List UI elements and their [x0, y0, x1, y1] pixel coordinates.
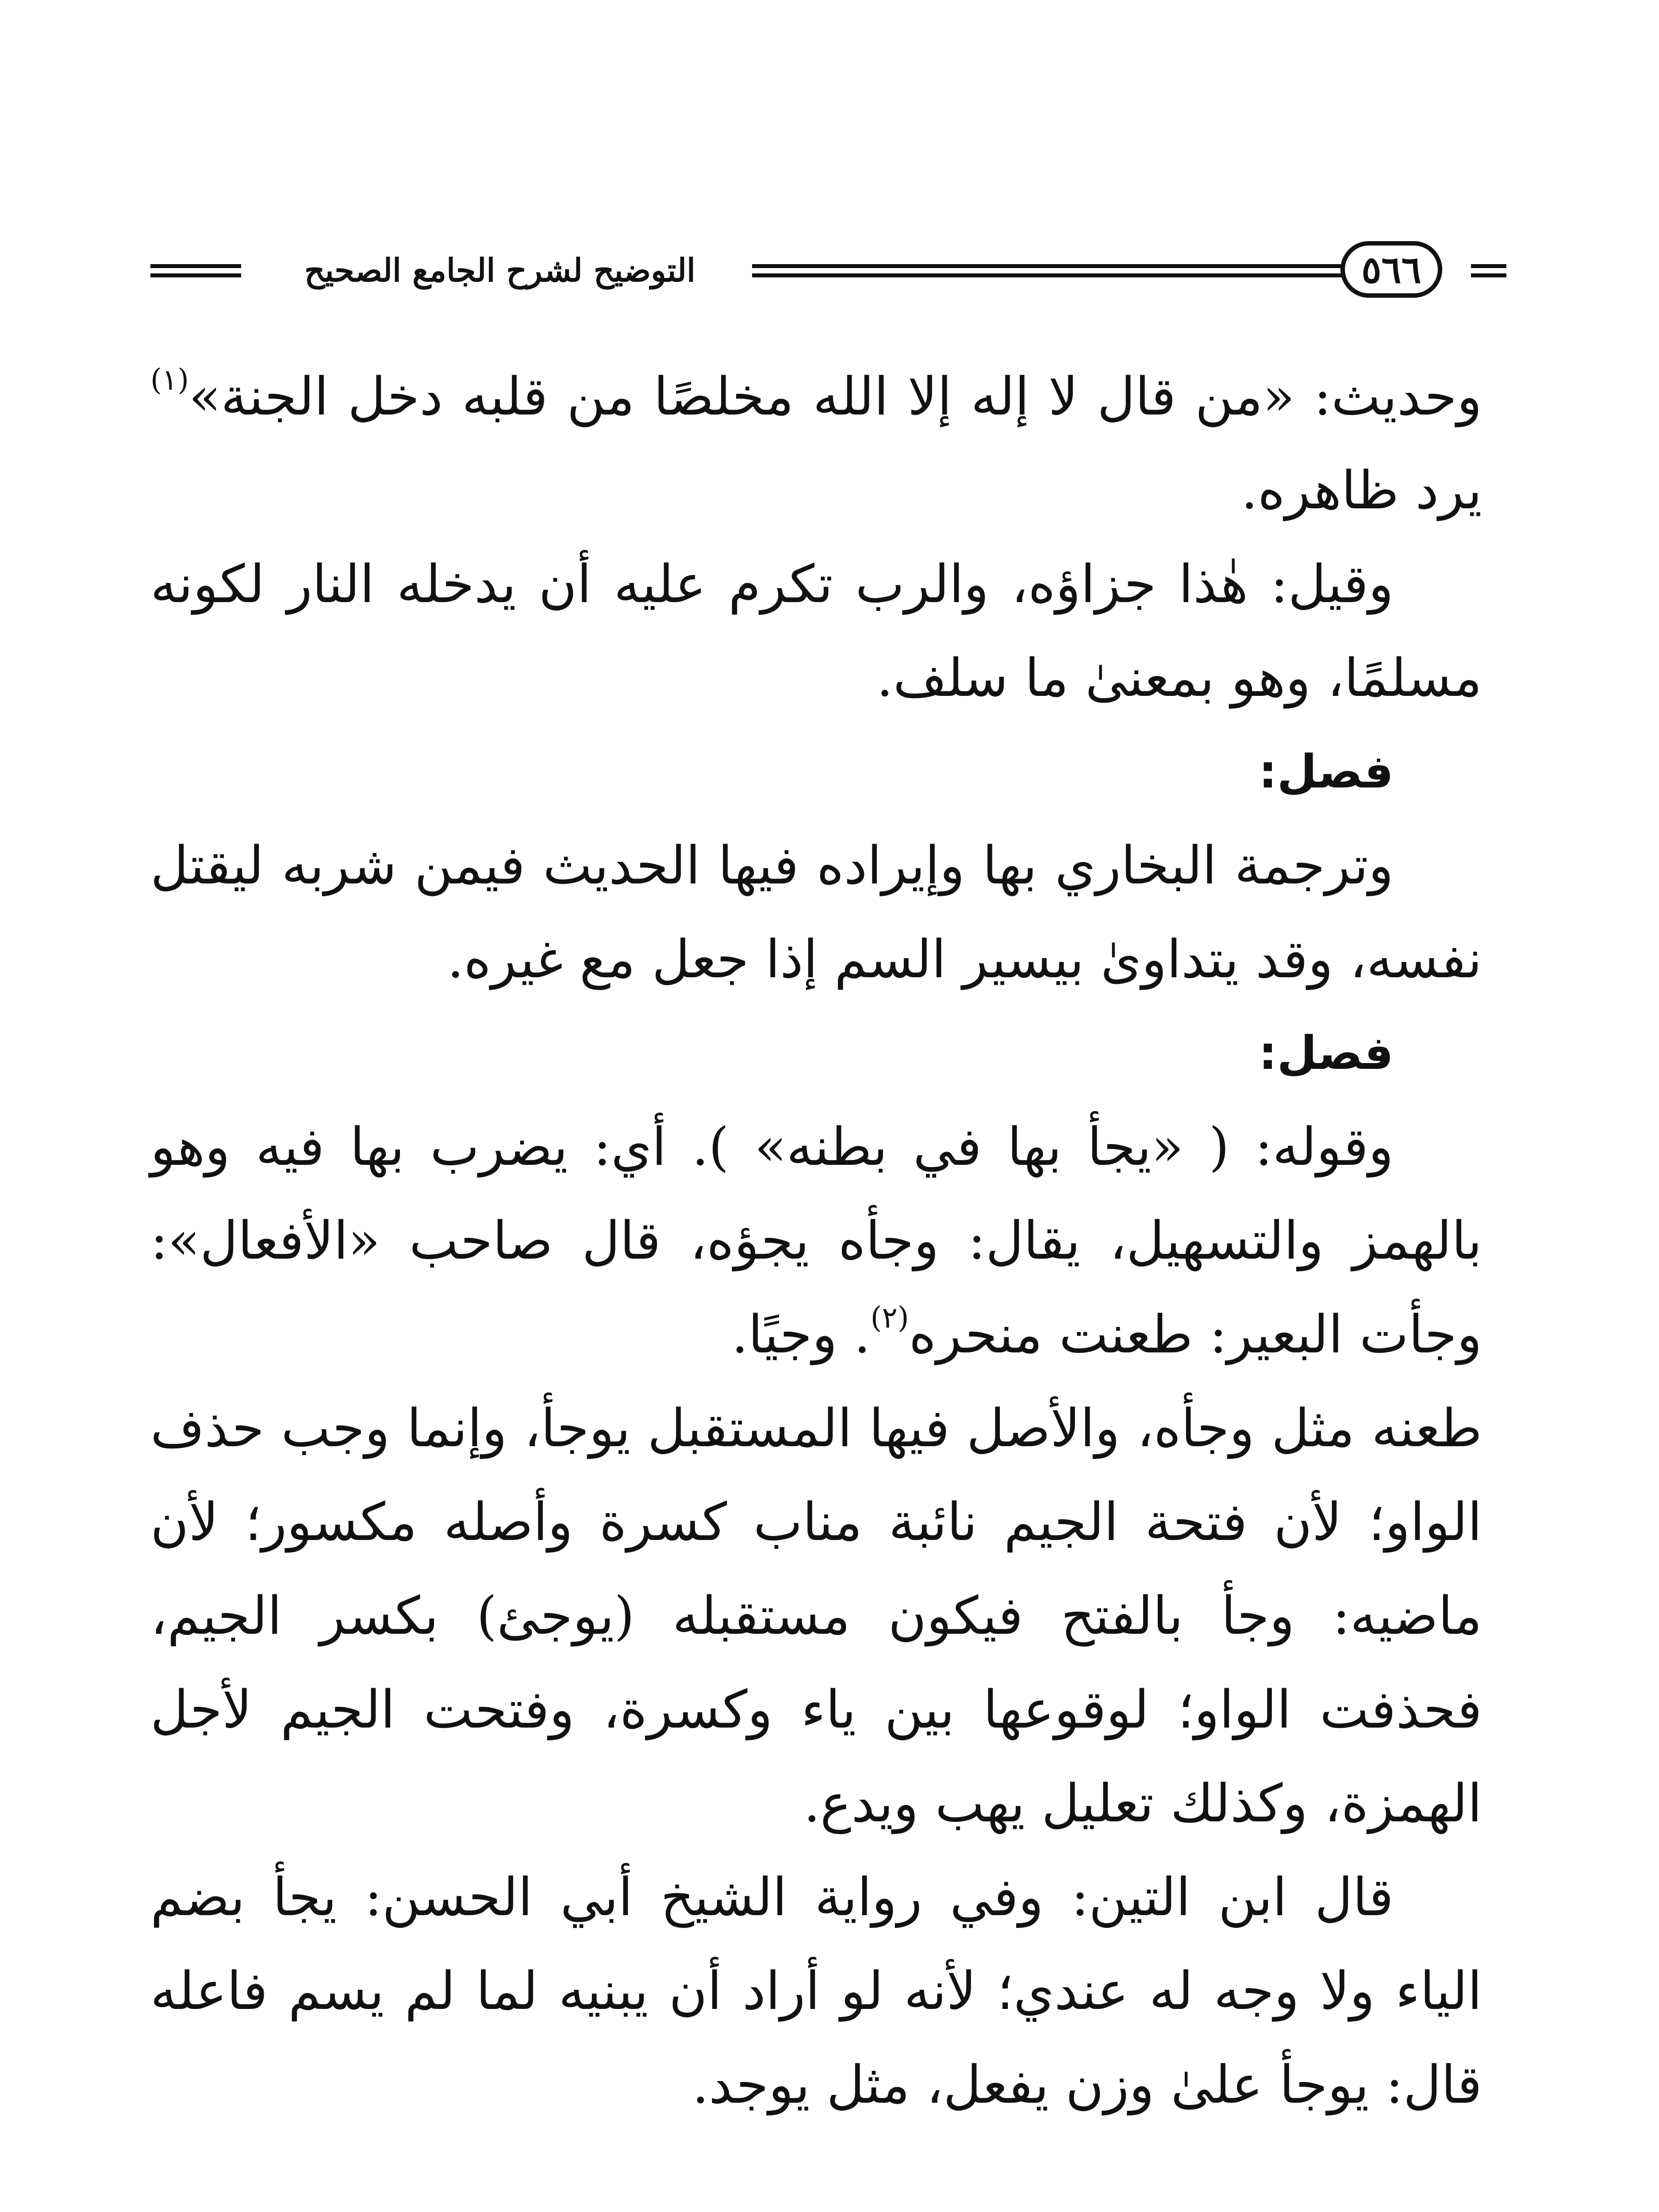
- header-rule-left: [150, 264, 241, 277]
- paragraph: [150, 1100, 1482, 1381]
- header-rule-end: [1471, 264, 1506, 277]
- page-number-badge: ٥٦٦: [1340, 241, 1442, 298]
- section-heading: فصل:: [1259, 1026, 1394, 1080]
- running-title: التوضيح لشرح الجامع الصحيح: [304, 251, 696, 289]
- paragraph: قال ابن التين: وفي رواية الشيخ أبي الحسن: يجأ بضم الياء ولا وجه له عندي؛ لأنه لو أراد أن يبنيه لما لم يسم فاعله قال: يوجأ علىٰ وزن يفعل، مثل يوجد.: [150, 1866, 1482, 2115]
- paragraph: وقيل: هٰذا جزاؤه، والرب تكرم عليه أن يدخله النار لكونه مسلمًا، وهو بمعنىٰ ما سلف.: [150, 553, 1482, 708]
- footnote-ref[interactable]: (١): [150, 363, 189, 397]
- paragraph: [150, 349, 1482, 537]
- main-text: [150, 349, 1482, 2131]
- section-heading: فصل:: [1259, 745, 1394, 799]
- header-rule-right: [752, 264, 1391, 277]
- page-header: [150, 241, 1482, 307]
- paragraph-text: . وجيًا.: [731, 1304, 871, 1365]
- paragraph-text: وقوله: ( «يجأ بها في بطنه» ). أي: يضرب بها فيه وهو بالهمز والتسهيل، يقال: وجأه يجؤه، قال صاحب «الأفعال»: وجأت البعير: طعنت منحره: [150, 1116, 1482, 1365]
- footnote-ref[interactable]: (٢): [870, 1301, 909, 1335]
- paragraph-text: يرد ظاهره.: [1241, 460, 1482, 521]
- paragraph: وترجمة البخاري بها وإيراده فيها الحديث فيمن شربه ليقتل نفسه، وقد يتداوىٰ بيسير السم إذا جعل مع غيره.: [150, 835, 1482, 990]
- paragraph: طعنه مثل وجأه، والأصل فيها المستقبل يوجأ، وإنما وجب حذف الواو؛ لأن فتحة الجيم نائبة مناب كسرة وأصله مكسور؛ لأن ماضيه: وجأ بالفتح فيكون مستقبله (يوجئ) بكسر الجيم، فحذفت الواو؛ لوقوعها بين ياء وكسرة، وفتحت الجيم لأجل الهمزة، وكذلك تعليل يهب ويدع.: [150, 1398, 1482, 1834]
- paragraph-text: وحديث: «من قال لا إله إلا الله مخلصًا من قلبه دخل الجنة»: [188, 366, 1482, 427]
